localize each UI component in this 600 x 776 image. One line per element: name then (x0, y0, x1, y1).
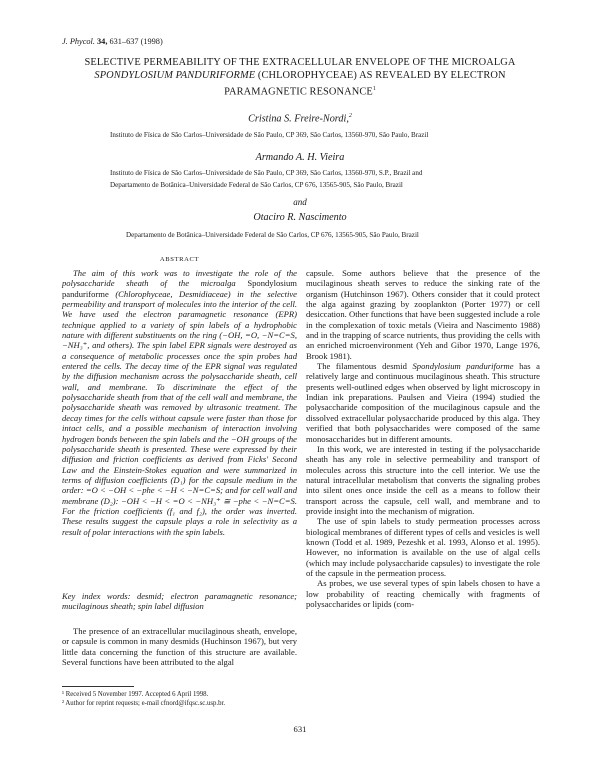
right-paragraph-4: The use of spin labels to study permeation processes across biological membranes of different types of cells and vesicles is well known (Todd et al. 1989, Pezeshk et al. 1993, Alonso et al. 1995). However, no information is available on the use of algal cells (which may include polysaccharide capsules) to investigate the role of the capsule in the permeation process. (306, 516, 540, 578)
title-footnote-mark: 1 (372, 85, 376, 92)
title-line-1: SELECTIVE PERMEABILITY OF THE EXTRACELLULAR ENVELOPE OF THE MICROALGA (84, 57, 516, 68)
right-p2-a: The filamentous desmid (317, 361, 413, 372)
intro-paragraph-left (62, 626, 297, 667)
abstract-text-c: (Chlorophyceae, Desmidiaceae) in the selective permeability and transport of molecules into the interior of the cell. We have used the electron paramagnetic resonance (EPR) technique applied to a variety of spin labels of a hydrophobic nature with different substituents on the ring (−OH, =O, −N=C=S, −NH₃⁺, and others). The spin label EPR signals were destroyed as a consequence of metabolic processes once the spin probes had entered the cells. The decay time of the EPR signal was regulated by the diffusion mechanism across the polysaccharide sheath, cell wall, and membrane. To discriminate the effect of the polysaccharide sheath from that of the cell wall and membrane, the polysaccharide sheath was removed by ultrasonic treatment. The decay times for the cells without capsule were faster than those for intact cells, and a possible mechanism of interaction involving hydrogen bonds between the spin labels and the −OH groups of the polysaccharide sheath is presented. These were expressed by their diffusion and friction coefficients as derived from Ficks' Second Law and the Einstein-Stokes equation and were summarized in terms of diffusion coefficients (D₁) for the capsule medium in the order: =O < −OH < −phe < −H < −N=C=S; and for cell wall and membrane (D₂): −OH < −H < =O < −NH₃⁺ ≅ −phe < −N=C=S. For the friction coefficients (f₁ and f₂), the order was inverted. These results suggest the capsule plays a role in selectivity as a result of polar interactions with the spin labels. (62, 288, 297, 537)
right-paragraph-1: capsule. Some authors believe that the presence of the mucilaginous sheath serves to reduce the sinking rate of the organism (Hutchinson 1967). Others consider that it could protect the alga against grazing by zooplankton (Porter 1977) or cell desiccation. Other functions that have been suggested include a role in the complexation of toxic metals (Vieira and Nascimento 1988) and in the trapping of scarce nutrients, thus providing the cells with an enriched microenvironment (Yeh and Gibor 1970, Lange 1976, Brook 1981). (306, 268, 540, 361)
right-paragraph-5: As probes, we use several types of spin labels chosen to have a low probability of reacting chemically with fragments of polysaccharides or lipids (com- (306, 578, 540, 609)
footnote-1: ¹ Received 5 November 1997. Accepted 6 April 1998. (62, 691, 209, 698)
article-title (62, 56, 538, 99)
title-line-2-rest: (CHLOROPHYCEAE) AS REVEALED BY ELECTRON (255, 70, 506, 82)
author-1-name: Cristina S. Freire-Nordi, (248, 113, 349, 125)
author-3: Otaciro R. Nascimento (253, 212, 347, 223)
footnote-2: ² Author for reprint requests; e-mail cfnord@ifqsc.sc.usp.br. (62, 700, 226, 707)
running-header (62, 37, 163, 46)
journal-volume: 34, (97, 37, 108, 46)
title-line-3 (62, 83, 538, 99)
intro-text: The presence of an extracellular mucilaginous sheath, envelope, or capsule is common in many desmids (Huchinson 1967), but very little data concerning the function of this structure are available. Several functions have been attributed to the algal (62, 626, 297, 668)
journal-pages: 631–637 (1998) (109, 37, 163, 46)
title-line-3-text: PARAMAGNETIC RESONANCE (224, 86, 373, 98)
author-1-footnote-mark: 2 (348, 113, 352, 119)
footnotes (62, 690, 302, 708)
author-2: Armando A. H. Vieira (255, 152, 345, 163)
author-2-affiliation-2: Departamento de Botânica–Universidade Federal de São Carlos, CP 676, 13565-905, São Paulo, Brazil (110, 181, 403, 189)
footnote-rule (62, 686, 134, 687)
abstract-body (62, 268, 297, 537)
right-paragraph-3: In this work, we are interested in testing if the polysaccharide sheath has any role in selective permeability and transport of molecules across this structure into the cell interior. We use the natural intracellular metabolism that converts the signaling probes into silent ones once inside the cell as a means to follow their transport across the capsule, cell wall, and membrane and to provide insight into the mechanism of migration. (306, 443, 540, 516)
keywords: Key index words: desmid; electron paramagnetic resonance; mucilaginous sheath; spin label diffusion (62, 591, 297, 612)
abstract-heading: ABSTRACT (159, 256, 200, 263)
right-column (306, 268, 540, 609)
author-2-affiliation-1: Instituto de Física de São Carlos–Universidade de São Paulo, CP 369, São Carlos, 13560-970, S.P., Brazil and (110, 169, 423, 177)
journal-name: J. Phycol. (62, 37, 95, 46)
right-paragraph-2 (306, 361, 540, 444)
title-species: SPONDYLOSIUM PANDURIFORME (94, 70, 256, 82)
abstract-text-a: The aim of this work was to investigate the role of the polysaccharide sheath of the microalga (62, 268, 297, 289)
and-separator: and (293, 197, 307, 207)
page-number: 631 (293, 724, 307, 734)
right-p2-species: Spondylosium panduriforme (412, 361, 514, 372)
author-3-affiliation: Departamento de Botânica–Universidade Federal de São Carlos, CP 676, 13565-905, São Paulo, Brazil (126, 231, 419, 239)
author-1-affiliation: Instituto de Física de São Carlos–Universidade de São Paulo, CP 369, São Carlos, 13560-970, São Paulo, Brazil (110, 131, 429, 139)
title-line-2 (62, 69, 538, 82)
right-p2-c: has a relatively large and continuous mucilaginous sheath. This structure presents well-outlined edges when observed by light microscopy in Indian ink preparations. Paulsen and Vieira (1994) studied the polysaccharide composition of the mucilaginous capsule and the dissolved extracellular polysaccharide produced by this alga. They verified that both polysaccharides were composed of the same monosaccharides but in different amounts. (306, 361, 540, 444)
abstract-species: Spondylosium panduriforme (62, 278, 297, 299)
author-1 (62, 113, 538, 124)
